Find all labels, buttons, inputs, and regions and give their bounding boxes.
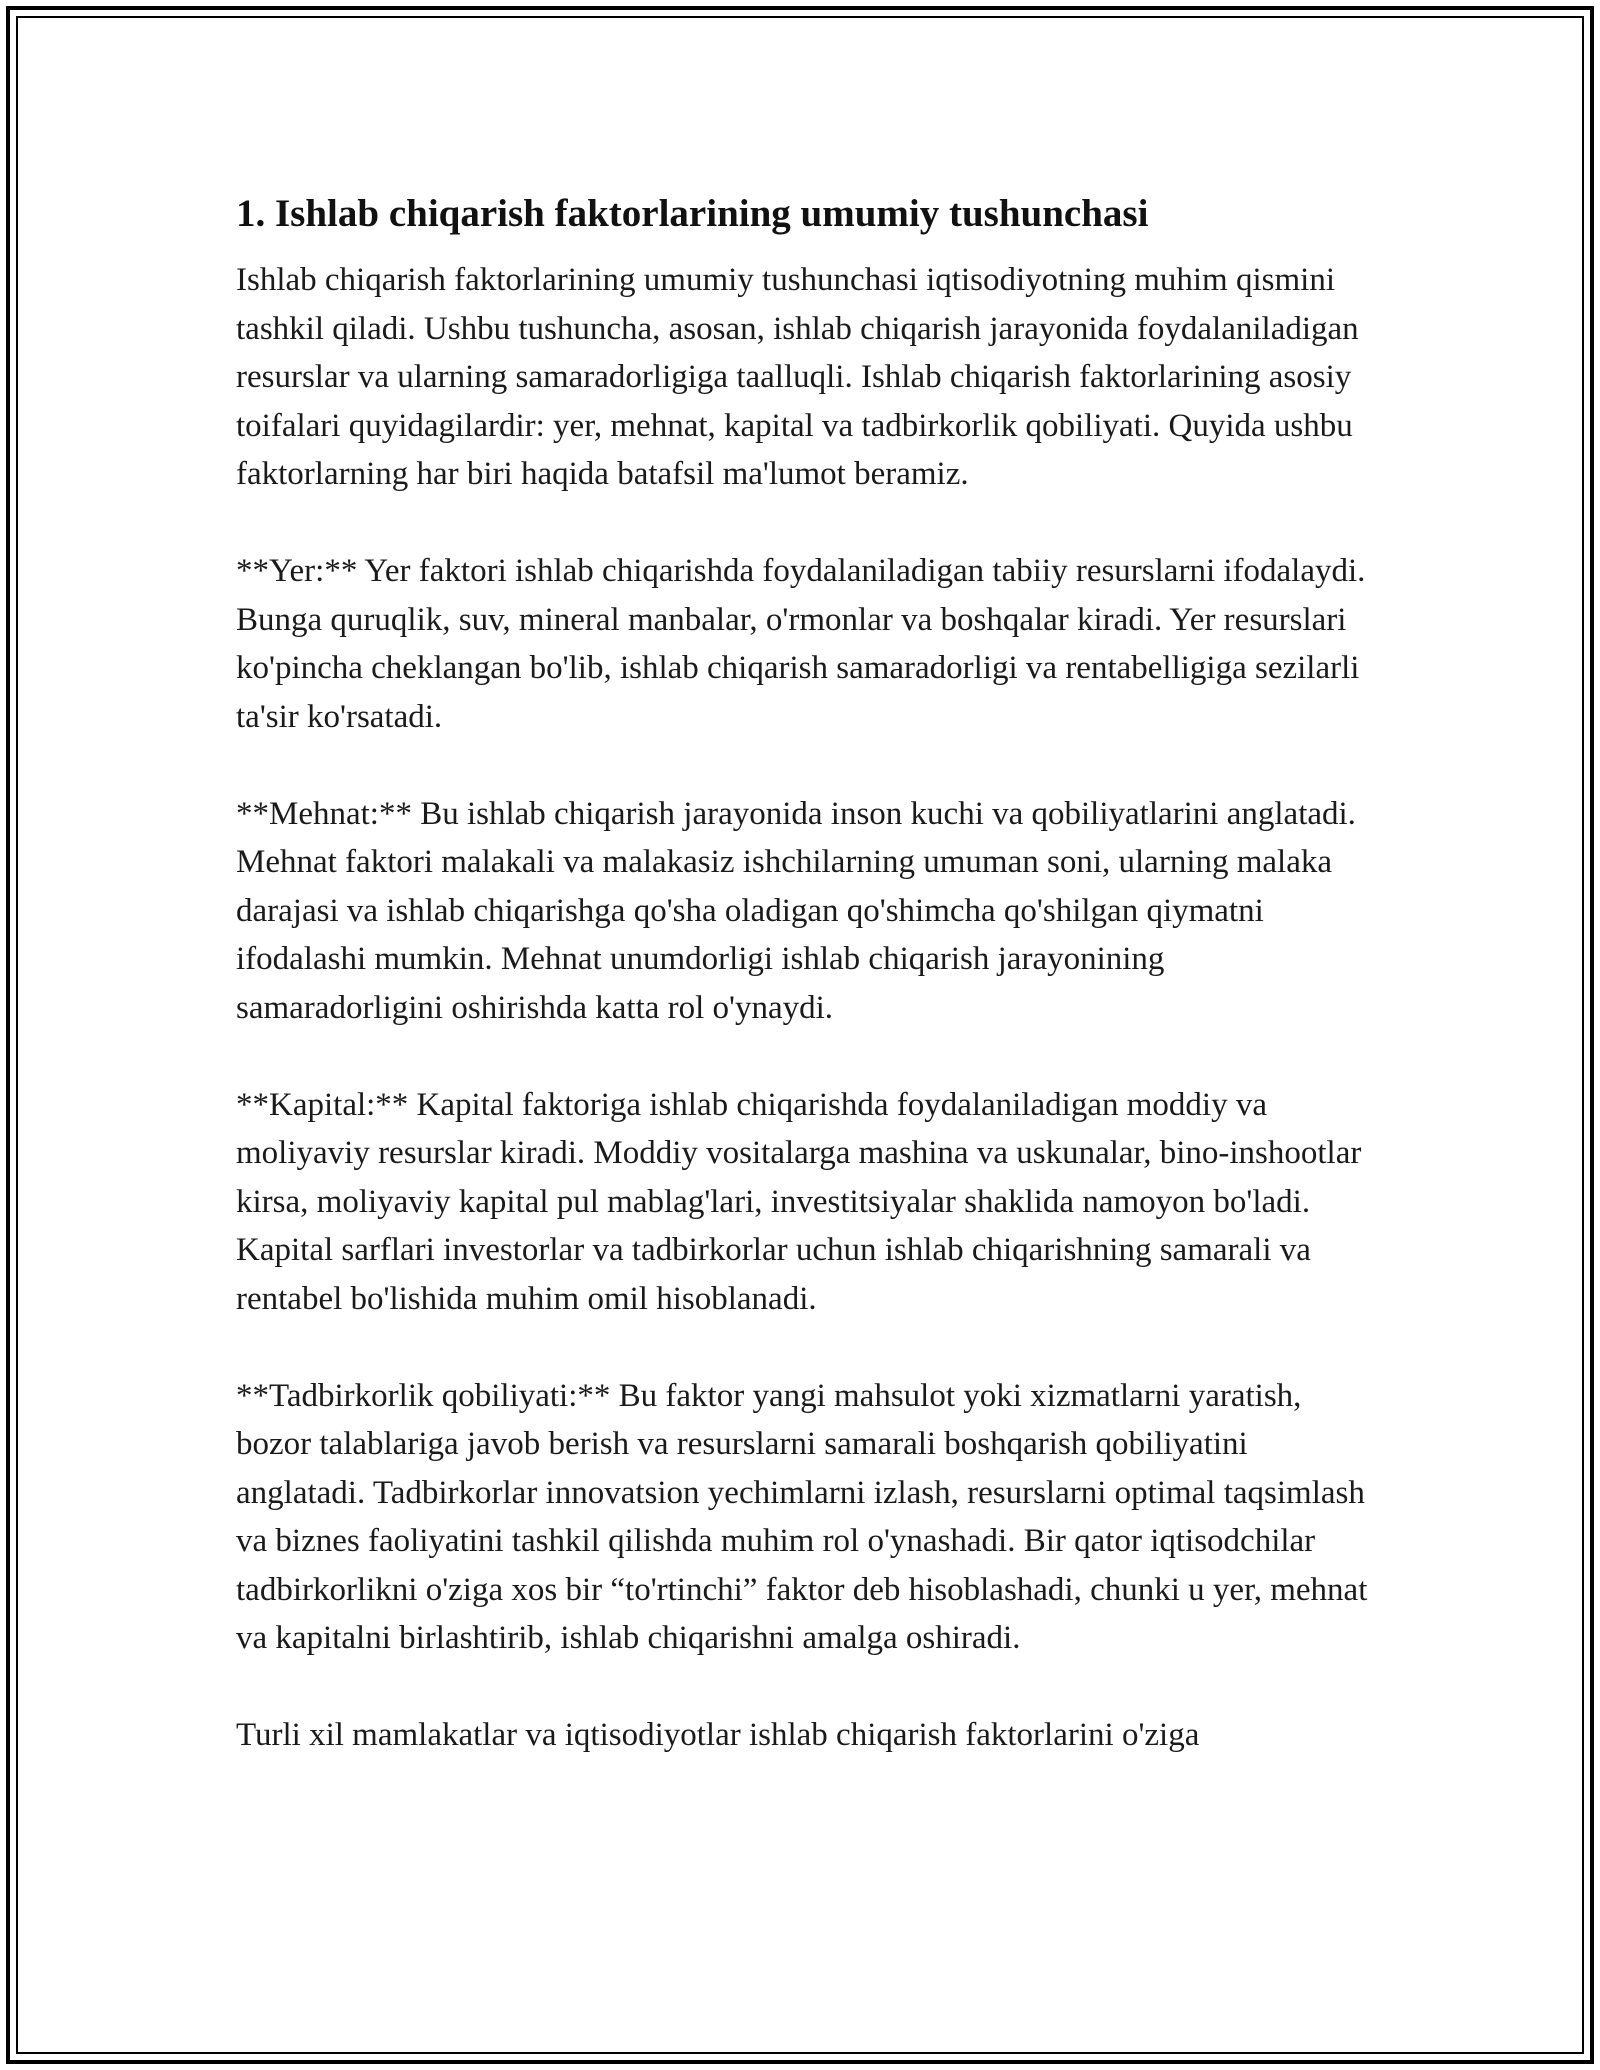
paragraph-yer: **Yer:** Yer faktori ishlab chiqarishda foydalaniladigan tabiiy resurslarni ifodalaydi. Bunga quruqlik, suv, mineral manbalar, o'rmonlar va boshqalar kiradi. Yer resurslari ko'pincha cheklangan bo'lib, ishlab chiqarish samaradorligi va rentabelligiga sezilarli ta'sir ko'rsatadi. [236,553,1366,735]
paragraph-mehnat: **Mehnat:** Bu ishlab chiqarish jarayonida inson kuchi va qobiliyatlarini anglatadi. Mehnat faktori malakali va malakasiz ishchilarning umuman soni, ularning malaka darajasi va ishlab chiqarishga qo'sha oladigan qo'shimcha qo'shilgan qiymatni ifodalashi mumkin. Mehnat unumdorligi ishlab chiqarish jarayonining samaradorligini oshirishda katta rol o'ynaydi. [236,795,1356,1026]
paragraph-kapital: **Kapital:** Kapital faktoriga ishlab chiqarishda foydalaniladigan moddiy va moliyaviy resurslar kiradi. Moddiy vositalarga mashina va uskunalar, bino-inshootlar kirsa, moliyaviy kapital pul mablag'lari, investitsiyalar shaklida namoyon bo'ladi. Kapital sarflari investorlar va tadbirkorlar uchun ishlab chiqarishning samarali va rentabel bo'lishida muhim omil hisoblanadi. [236,1086,1362,1317]
paragraph-continuation: Turli xil mamlakatlar va iqtisodiyotlar ishlab chiqarish faktorlarini o'ziga [236,1717,1200,1753]
section-heading: 1. Ishlab chiqarish faktorlarining umumiy tushunchasi [236,192,1149,235]
paragraph-intro: Ishlab chiqarish faktorlarining umumiy tushunchasi iqtisodiyotning muhim qismini tashkil qiladi. Ushbu tushuncha, asosan, ishlab chiqarish jarayonida foydalaniladigan resurslar va ularning samaradorligiga taalluqli. Ishlab chiqarish faktorlarining asosiy toifalari quyidagilardir: yer, mehnat, kapital va tadbirkorlik qobiliyati. Quyida ushbu faktorlarning har biri haqida batafsil ma'lumot beramiz. [236,262,1359,492]
paragraph-tadbirkorlik: **Tadbirkorlik qobiliyati:** Bu faktor yangi mahsulot yoki xizmatlarni yaratish, bozor talablariga javob berish va resurslarni samarali boshqarish qobiliyatini anglatadi. Tadbirkorlar innovatsion yechimlarni izlash, resurslarni optimal taqsimlash va biznes faoliyatini tashkil qilishda muhim rol o'ynashadi. Bir qator iqtisodchilar tadbirkorlikni o'ziga xos bir “to'rtinchi” faktor deb hisoblashadi, chunki u yer, mehnat va kapitalni birlashtirib, ishlab chiqarishni amalga oshiradi. [236,1377,1368,1656]
document-body [236,186,1376,1760]
